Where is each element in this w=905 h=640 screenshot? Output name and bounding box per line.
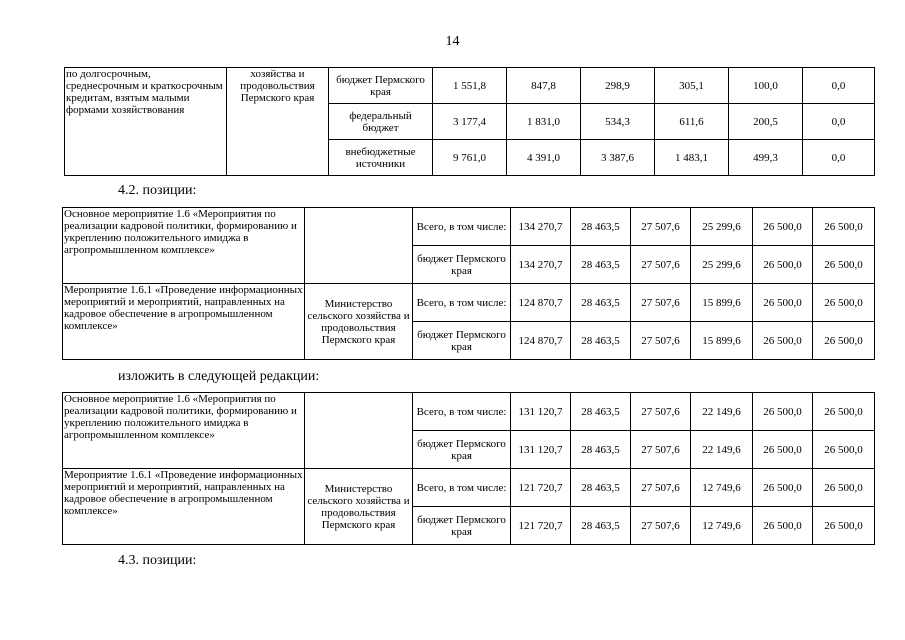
value-cell: 134 270,7	[511, 208, 571, 246]
value-cell: 28 463,5	[571, 322, 631, 360]
value-cell: 26 500,0	[813, 431, 875, 469]
value-cell: 26 500,0	[753, 322, 813, 360]
value-cell: 28 463,5	[571, 246, 631, 284]
value-cell: 27 507,6	[631, 284, 691, 322]
funding-source: бюджет Пермского края	[329, 68, 433, 104]
value-cell: 26 500,0	[813, 393, 875, 431]
value-cell: 0,0	[803, 68, 875, 104]
value-cell: 26 500,0	[813, 284, 875, 322]
value-cell: 27 507,6	[631, 431, 691, 469]
value-cell: 1 831,0	[507, 104, 581, 140]
funding-source: внебюджетные источники	[329, 140, 433, 176]
value-cell: 25 299,6	[691, 208, 753, 246]
funding-source: бюджет Пермского края	[413, 246, 511, 284]
value-cell: 22 149,6	[691, 393, 753, 431]
value-cell: 27 507,6	[631, 393, 691, 431]
value-cell: 305,1	[655, 68, 729, 104]
executor	[305, 393, 413, 469]
measure-name: Основное мероприятие 1.6 «Мероприятия по реализации кадровой политики, формированию и укреплению положительного имиджа в агропромышленном комплексе»	[63, 393, 305, 469]
value-cell: 0,0	[803, 104, 875, 140]
value-cell: 12 749,6	[691, 507, 753, 545]
value-cell: 121 720,7	[511, 507, 571, 545]
measure-name: Мероприятие 1.6.1 «Проведение информационных мероприятий и мероприятий, направленных на кадровое обеспечение в агропромышленном комплексе»	[63, 469, 305, 545]
value-cell: 28 463,5	[571, 431, 631, 469]
value-cell: 534,3	[581, 104, 655, 140]
value-cell: 15 899,6	[691, 322, 753, 360]
value-cell: 499,3	[729, 140, 803, 176]
value-cell: 100,0	[729, 68, 803, 104]
funding-source: бюджет Пермского края	[413, 507, 511, 545]
value-cell: 847,8	[507, 68, 581, 104]
section-heading-new-edition: изложить в следующей редакции:	[118, 369, 320, 384]
value-cell: 134 270,7	[511, 246, 571, 284]
value-cell: 27 507,6	[631, 507, 691, 545]
new-edition-table	[62, 392, 875, 545]
funding-source: Всего, в том числе:	[413, 208, 511, 246]
value-cell: 26 500,0	[813, 469, 875, 507]
value-cell: 26 500,0	[813, 246, 875, 284]
value-cell: 26 500,0	[753, 431, 813, 469]
value-cell: 611,6	[655, 104, 729, 140]
value-cell: 26 500,0	[753, 208, 813, 246]
value-cell: 131 120,7	[511, 393, 571, 431]
value-cell: 26 500,0	[753, 507, 813, 545]
funding-source: Всего, в том числе:	[413, 469, 511, 507]
value-cell: 4 391,0	[507, 140, 581, 176]
value-cell: 26 500,0	[753, 284, 813, 322]
value-cell: 200,5	[729, 104, 803, 140]
value-cell: 12 749,6	[691, 469, 753, 507]
value-cell: 3 387,6	[581, 140, 655, 176]
section-heading-4-3: 4.3. позиции:	[118, 553, 197, 568]
measure-name: Мероприятие 1.6.1 «Проведение информационных мероприятий и мероприятий, направленных на кадровое обеспечение в агропромышленном комплексе»	[63, 284, 305, 360]
value-cell: 28 463,5	[571, 507, 631, 545]
funding-source: бюджет Пермского края	[413, 322, 511, 360]
value-cell: 26 500,0	[813, 322, 875, 360]
value-cell: 9 761,0	[433, 140, 507, 176]
funding-source: федеральный бюджет	[329, 104, 433, 140]
funding-table-continuation	[64, 67, 875, 176]
value-cell: 1 551,8	[433, 68, 507, 104]
value-cell: 124 870,7	[511, 284, 571, 322]
funding-source: Всего, в том числе:	[413, 284, 511, 322]
executor: Министерство сельского хозяйства и продовольствия Пермского края	[305, 469, 413, 545]
value-cell: 26 500,0	[753, 393, 813, 431]
current-positions-table	[62, 207, 875, 360]
funding-source: бюджет Пермского края	[413, 431, 511, 469]
value-cell: 26 500,0	[753, 469, 813, 507]
executor	[305, 208, 413, 284]
value-cell: 27 507,6	[631, 246, 691, 284]
executor: хозяйства и продовольствия Пермского края	[227, 68, 329, 176]
value-cell: 22 149,6	[691, 431, 753, 469]
value-cell: 3 177,4	[433, 104, 507, 140]
value-cell: 28 463,5	[571, 393, 631, 431]
value-cell: 0,0	[803, 140, 875, 176]
value-cell: 28 463,5	[571, 284, 631, 322]
value-cell: 26 500,0	[813, 208, 875, 246]
value-cell: 27 507,6	[631, 469, 691, 507]
value-cell: 124 870,7	[511, 322, 571, 360]
value-cell: 27 507,6	[631, 208, 691, 246]
value-cell: 15 899,6	[691, 284, 753, 322]
value-cell: 1 483,1	[655, 140, 729, 176]
value-cell: 28 463,5	[571, 469, 631, 507]
funding-source: Всего, в том числе:	[413, 393, 511, 431]
executor: Министерство сельского хозяйства и продовольствия Пермского края	[305, 284, 413, 360]
value-cell: 25 299,6	[691, 246, 753, 284]
measure-name: по долгосрочным, среднесрочным и краткосрочным кредитам, взятым малыми формами хозяйствования	[65, 68, 227, 176]
value-cell: 26 500,0	[813, 507, 875, 545]
value-cell: 298,9	[581, 68, 655, 104]
value-cell: 131 120,7	[511, 431, 571, 469]
measure-name: Основное мероприятие 1.6 «Мероприятия по реализации кадровой политики, формированию и укреплению положительного имиджа в агропромышленном комплексе»	[63, 208, 305, 284]
value-cell: 121 720,7	[511, 469, 571, 507]
value-cell: 28 463,5	[571, 208, 631, 246]
value-cell: 26 500,0	[753, 246, 813, 284]
page-number: 14	[445, 34, 460, 49]
section-heading-4-2: 4.2. позиции:	[118, 183, 197, 198]
value-cell: 27 507,6	[631, 322, 691, 360]
